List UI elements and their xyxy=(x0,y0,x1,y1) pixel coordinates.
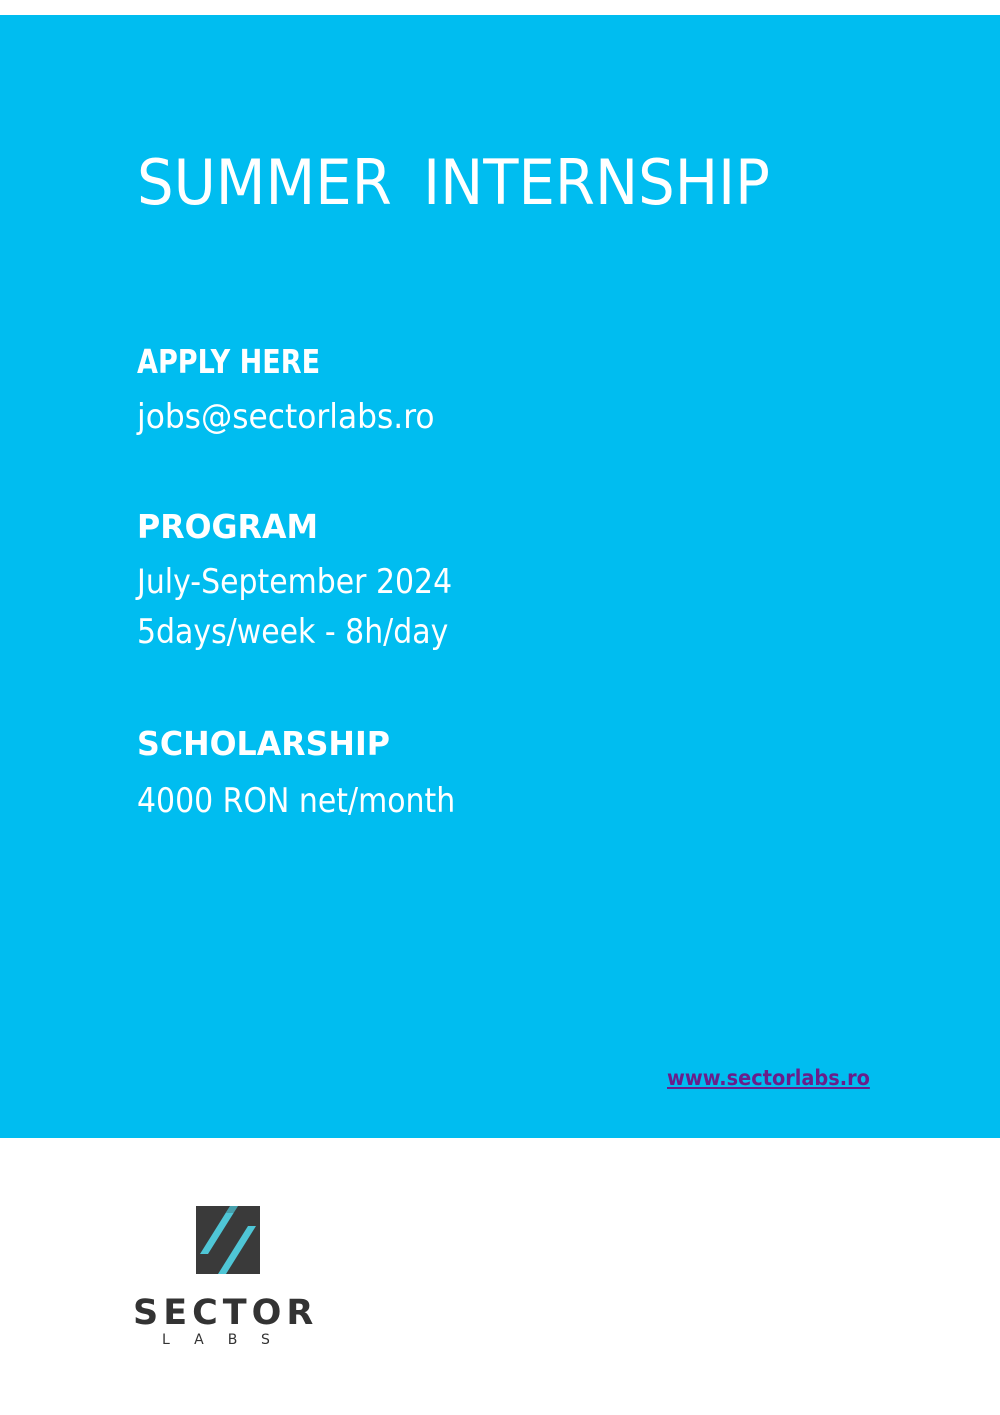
scholarship-section xyxy=(137,724,499,821)
website-link[interactable]: www.sectorlabs.ro xyxy=(667,1066,870,1090)
apply-section xyxy=(137,342,460,437)
apply-email[interactable]: jobs@sectorlabs.ro xyxy=(137,397,435,437)
program-heading: PROGRAM xyxy=(137,507,318,546)
top-margin xyxy=(0,0,1000,15)
apply-heading: APPLY HERE xyxy=(137,342,321,381)
scholarship-heading: SCHOLARSHIP xyxy=(137,724,390,763)
logo-subtitle: LABS xyxy=(162,1332,294,1348)
poster-title: SUMMER INTERNSHIP xyxy=(137,146,770,219)
program-section xyxy=(137,507,495,652)
program-period: July-September 2024 xyxy=(137,562,453,602)
scholarship-amount: 4000 RON net/month xyxy=(137,781,456,821)
logo-wordmark: SECTOR xyxy=(133,1293,319,1333)
program-schedule: 5days/week - 8h/day xyxy=(137,612,449,652)
sector-labs-logo-icon xyxy=(196,1206,260,1274)
